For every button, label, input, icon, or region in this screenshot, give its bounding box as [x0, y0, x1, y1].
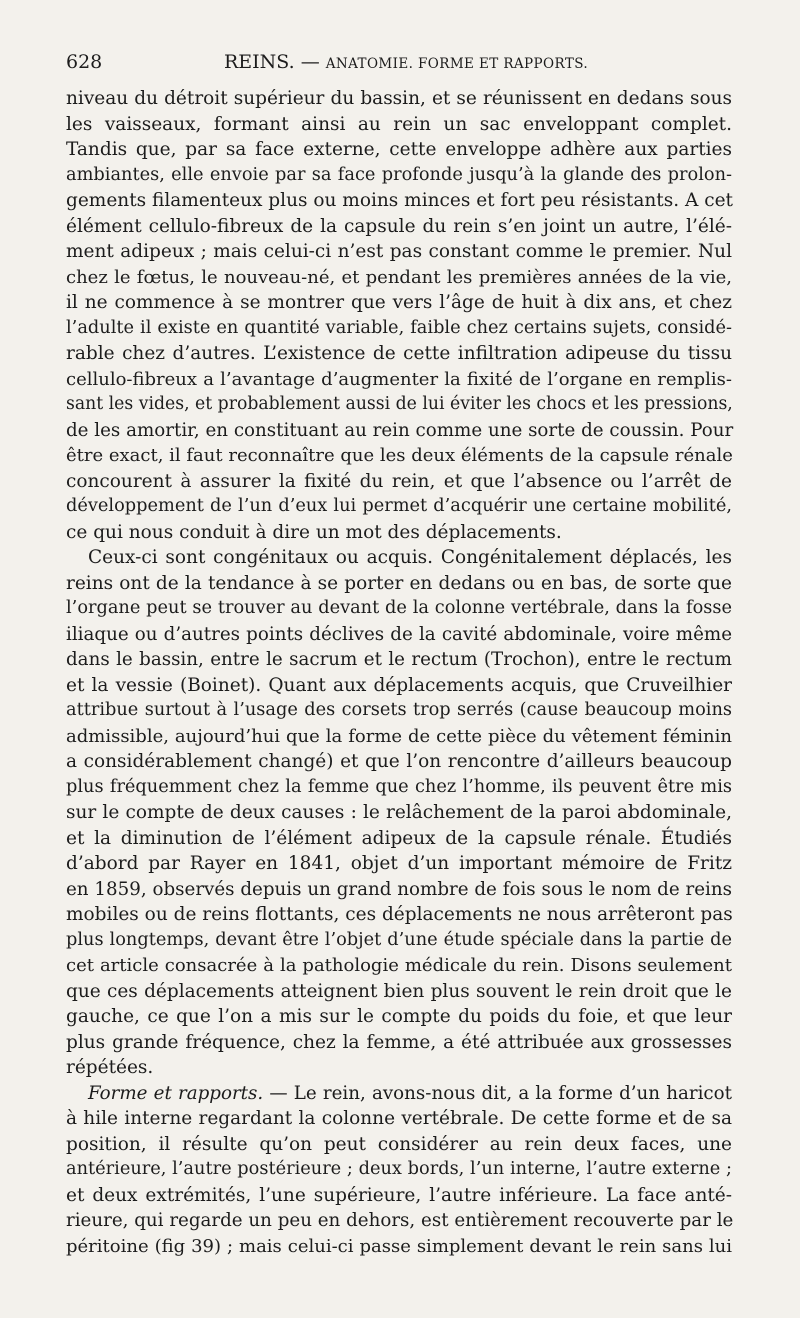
text-line: concourent à assurer la fixité du rein, et que l’absence ou l’arrêt de: [66, 470, 732, 492]
text-line: plus fréquemment chez la femme que chez l’homme, ils peuvent être mis: [66, 776, 732, 797]
text-line: développement de l’un d’eux lui permet d’acquérir une certaine mobilité,: [66, 496, 732, 516]
text-line: Tandis que, par sa face externe, cette enveloppe adhère aux parties: [66, 139, 732, 160]
text-line: rieure, qui regarde un peu en dehors, est entièrement recouverte par le: [66, 1210, 734, 1231]
text-line: à hile interne regardant la colonne vertébrale. De cette forme et de sa: [66, 1108, 732, 1129]
page-number: 628: [66, 51, 103, 73]
text-line: l’organe peut se trouver au devant de la colonne vertébrale, dans la fosse: [66, 598, 732, 618]
section-heading: Forme et rapports.: [88, 1082, 264, 1104]
text-line: plus grande fréquence, chez la femme, a été attribuée aux grossesses: [66, 1031, 732, 1053]
text-line: gements filamenteux plus ou moins minces et fort peu résistants. A cet: [66, 190, 733, 211]
body-text: [66, 86, 732, 1259]
text-line: en 1859, observés depuis un grand nombre de fois sous le nom de reins: [66, 878, 732, 900]
text-line: être exact, il faut reconnaître que les deux éléments de la capsule rénale: [66, 445, 733, 466]
text-line: d’abord par Rayer en 1841, objet d’un important mémoire de Fritz: [66, 853, 732, 874]
text-line: admissible, aujourd’hui que la forme de cette pièce du vêtement féminin: [66, 725, 732, 747]
text-line: il ne commence à se montrer que vers l’âge de huit à dix ans, et chez: [66, 292, 732, 313]
text-line: ment adipeux ; mais celui-ci n’est pas constant comme le premier. Nul: [66, 241, 732, 262]
section-subtitle: ANATOMIE. FORME ET RAPPORTS.: [325, 56, 589, 72]
text-line: ce qui nous conduit à dire un mot des déplacements.: [66, 521, 562, 543]
text-line: cet article consacrée à la pathologie médicale du rein. Disons seulement: [66, 955, 732, 976]
chapter-title: REINS.: [224, 51, 295, 73]
text-line: les vaisseaux, formant ainsi au rein un sac enveloppant complet.: [66, 113, 732, 135]
text-line: de les amortir, en constituant au rein comme une sorte de coussin. Pour: [66, 419, 734, 441]
text-line: chez le fœtus, le nouveau-né, et pendant les premières années de la vie,: [66, 266, 732, 288]
text-line: a considérablement changé) et que l’on rencontre d’ailleurs beaucoup: [66, 751, 732, 772]
running-title: [224, 50, 588, 76]
text-line: gauche, ce que l’on a mis sur le compte du poids du foie, et que leur: [66, 1006, 732, 1027]
text-line: — Le rein, avons-nous dit, a la forme d’un haricot: [269, 1082, 732, 1104]
text-line: que ces déplacements atteignent bien plus souvent le rein droit que le: [66, 980, 732, 1002]
text-line: Ceux-ci sont congénitaux ou acquis. Congénitalement déplacés, les: [88, 547, 732, 568]
text-line: plus longtemps, devant être l’objet d’une étude spéciale dans la partie de: [66, 929, 732, 950]
text-line: répétées.: [66, 1057, 154, 1078]
text-line: et la diminution de l’élément adipeux de la capsule rénale. Étudiés: [66, 827, 732, 849]
text-line: ambiantes, elle envoie par sa face profonde jusqu’à la glande des prolon-: [66, 164, 732, 185]
title-dash: —: [294, 51, 326, 73]
text-line: péritoine (fig 39) ; mais celui-ci passe simplement devant le rein sans lui: [66, 1235, 732, 1257]
text-line: l’adulte il existe en quantité variable, faible chez certains sujets, considé-: [66, 317, 732, 338]
text-line: sant les vides, et probablement aussi de lui éviter les chocs et les pressions,: [66, 394, 733, 414]
text-line: iliaque ou d’autres points déclives de la cavité abdominale, voire même: [66, 623, 732, 645]
section-start-line: [66, 1081, 732, 1107]
text-line: dans le bassin, entre le sacrum et le rectum (Trochon), entre le rectum: [66, 649, 732, 670]
text-line: antérieure, l’autre postérieure ; deux bords, l’un interne, l’autre externe ;: [66, 1159, 732, 1179]
text-line: attribue surtout à l’usage des corsets trop serrés (cause beaucoup moins: [66, 700, 732, 720]
text-line: élément cellulo-fibreux de la capsule du rein s’en joint un autre, l’élé-: [66, 215, 732, 237]
text-line: reins ont de la tendance à se porter en dedans ou en bas, de sorte que: [66, 572, 732, 594]
text-line: niveau du détroit supérieur du bassin, et se réunissent en dedans sous: [66, 88, 732, 109]
text-line: et la vessie (Boinet). Quant aux déplacements acquis, que Cruveilhier: [66, 674, 732, 696]
text-line: et deux extrémités, l’une supérieure, l’autre inférieure. La face anté-: [66, 1184, 732, 1206]
text-line: rable chez d’autres. L’existence de cette infiltration adipeuse du tissu: [66, 343, 732, 364]
text-line: mobiles ou de reins flottants, ces déplacements ne nous arrêteront pas: [66, 904, 733, 925]
text-line: sur le compte de deux causes : le relâchement de la paroi abdominale,: [66, 802, 732, 823]
text-line: cellulo-fibreux a l’avantage d’augmenter la fixité de l’organe en remplis-: [66, 368, 732, 390]
text-line: position, il résulte qu’on peut considérer au rein deux faces, une: [66, 1133, 732, 1155]
